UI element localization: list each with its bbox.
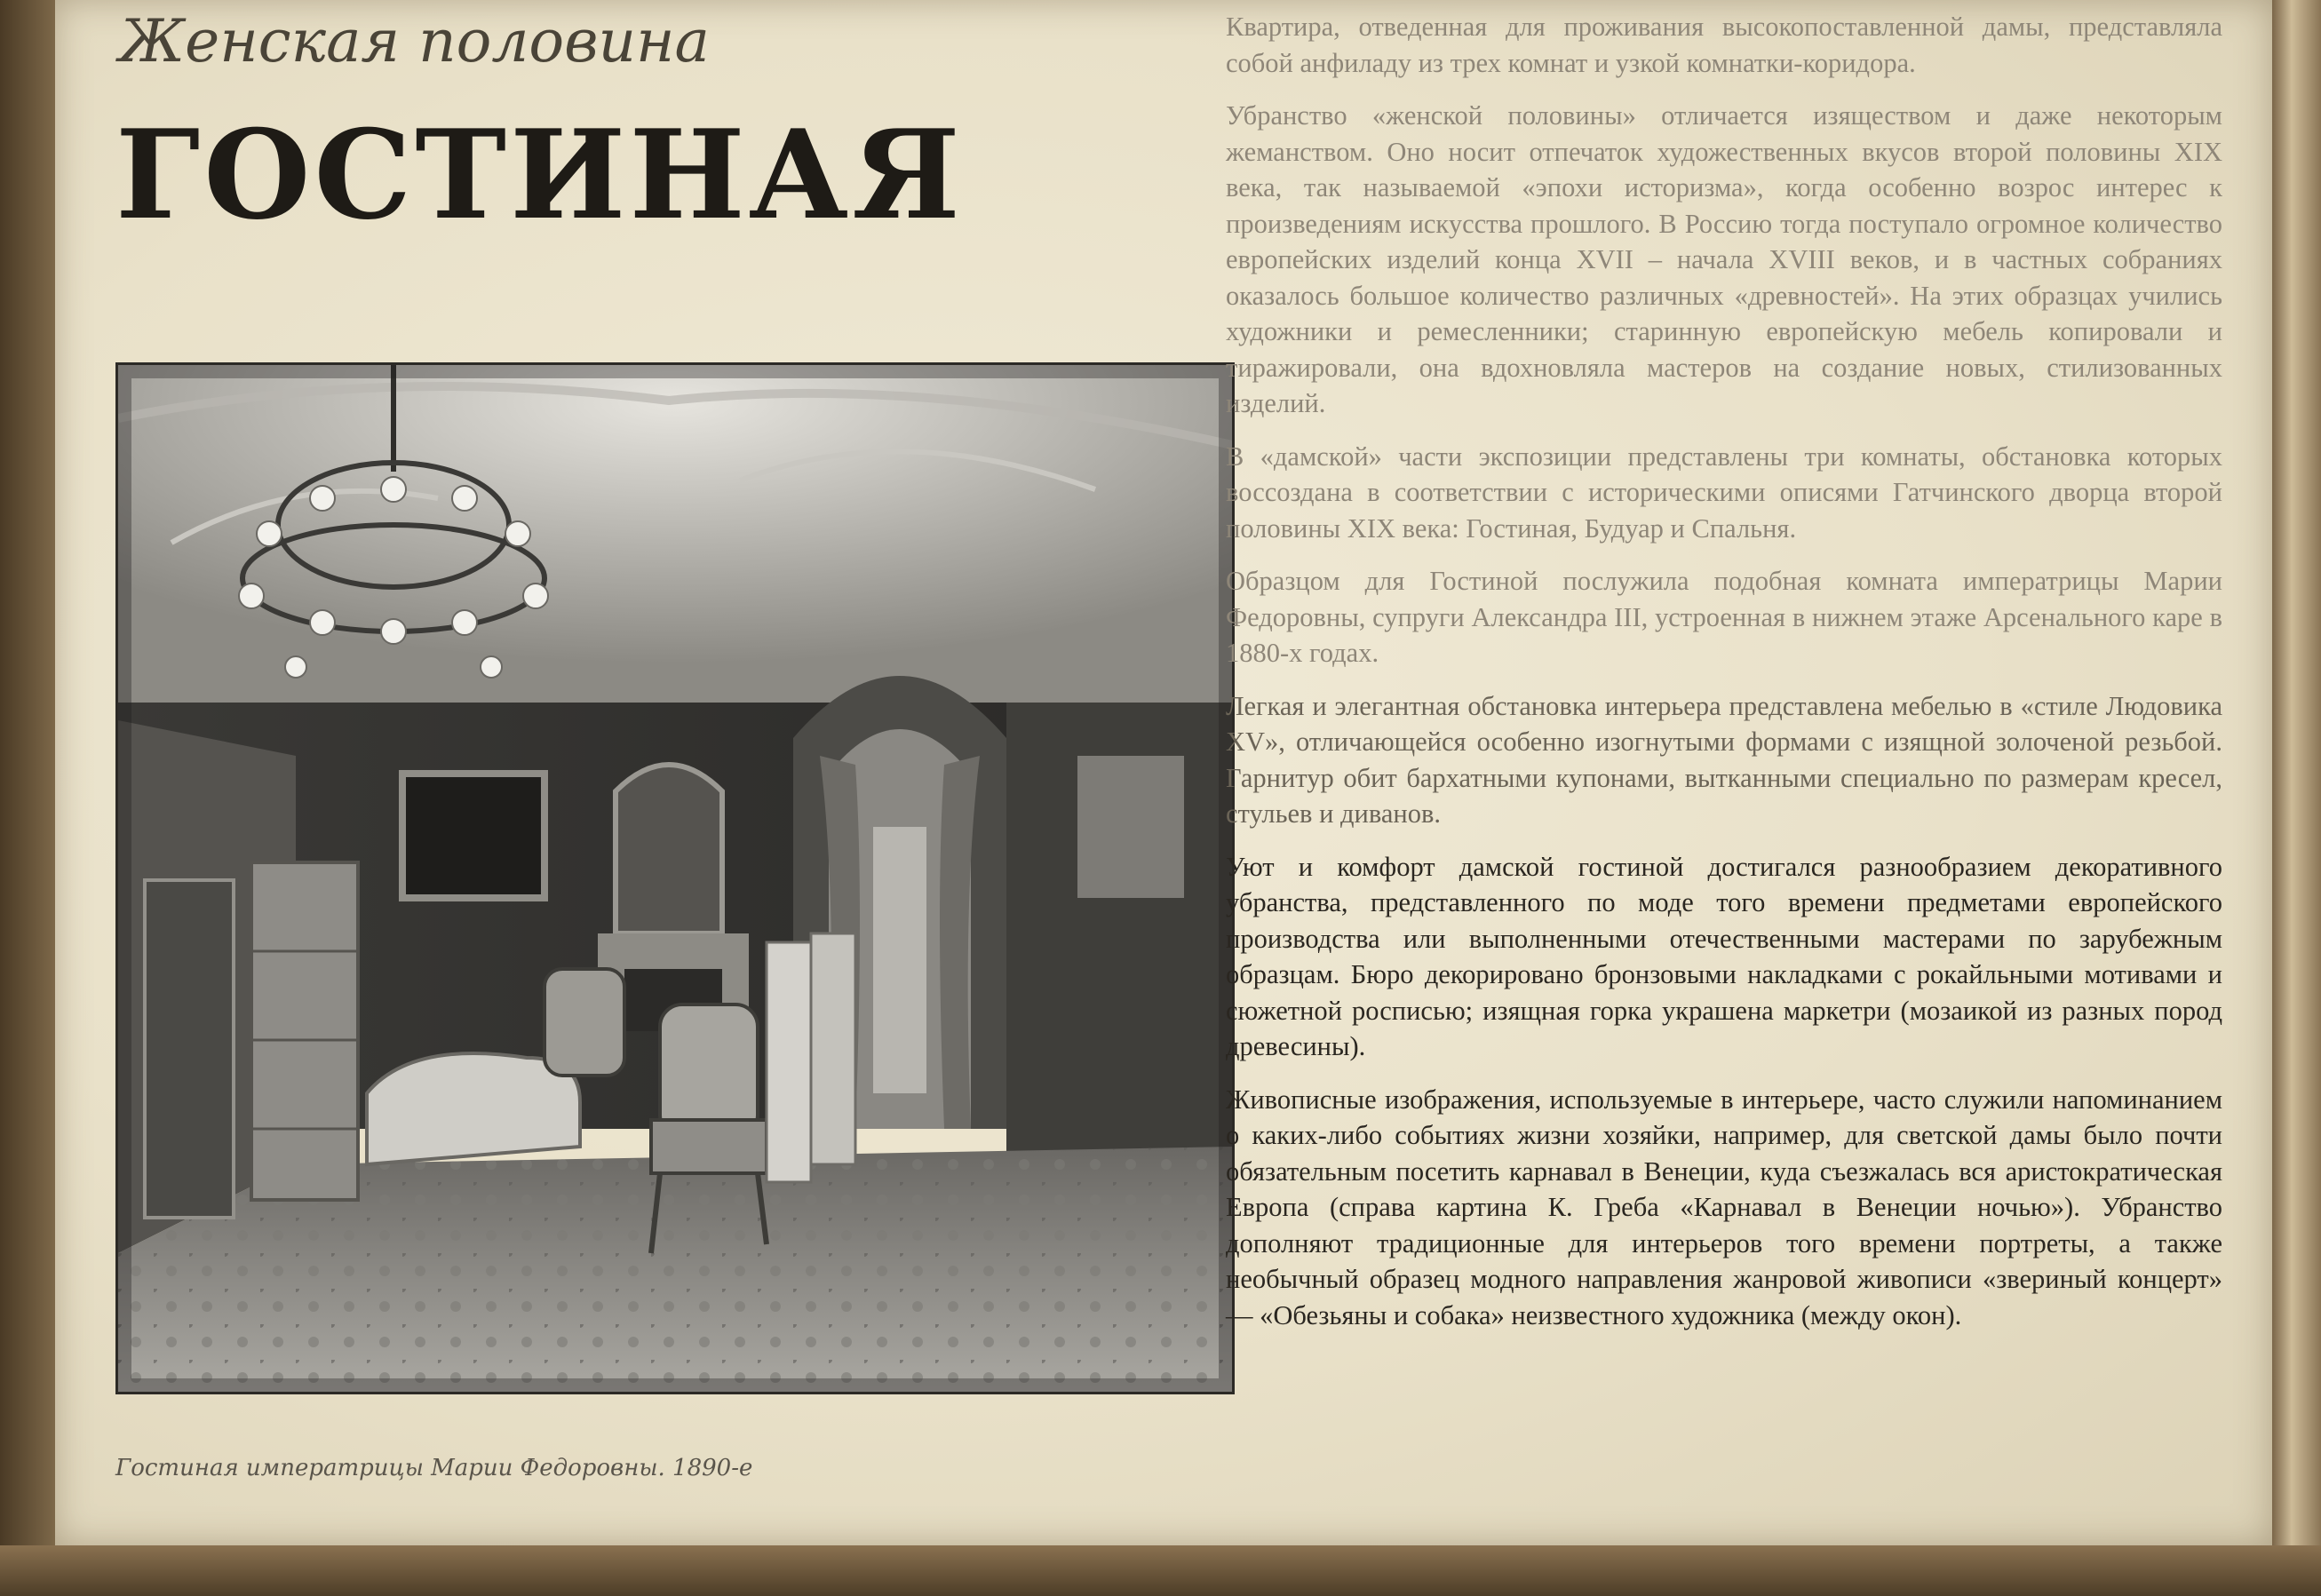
paragraph-furniture: Легкая и элегантная обстановка интерьера представлена мебелью в «стиле Людовика XV», отличающейся особенно изогнутыми формами с изящной золоченой резьбой. Гарнитур обит бархатными купонами, вытканными специально по размерам кресел, стульев и диванов. <box>1226 690 2222 829</box>
frame-right-edge <box>2272 0 2321 1596</box>
paragraph-comfort: Уют и комфорт дамской гостиной достигался разнообразием декоративного убранства, представленного по моде того времени предметами европейского производства или выполненными отечественными мастерами по зарубежным образцам. Бюро декорировано бронзовыми накладками с рокайльными мотивами и сюжетной росписью; изящная горка украшена маркетри (мозаикой из разных пород древесины). <box>1226 851 2222 1061</box>
frame-bottom-edge <box>0 1545 2321 1596</box>
historical-photo <box>115 362 1235 1394</box>
info-panel <box>55 0 2272 1545</box>
text-column <box>1226 9 2222 1350</box>
section-subtitle: Женская половина <box>119 7 710 75</box>
paragraph-rooms: В «дамской» части экспозиции представлены три комнаты, обстановка которых воссоздана в соответствии с историческими описями Гатчинского дворца второй половины XIX века: Гостиная, Будуар и Спальня. <box>1226 441 2222 544</box>
frame-left-edge <box>0 0 55 1596</box>
paragraph-paintings: Живописные изображения, используемые в интерьере, часто служили напоминанием о каких-либо событиях жизни хозяйки, например, для светской дамы было почти обязательным посетить карнавал в Венеции, куда съезжалась вся аристократическая Европа (справа картина К. Греба «Карнавал в Венеции ночью»). Убранство дополняют традиционные для интерьеров того времени портреты, а также необычный образец модного направления жанровой живописи «звериный концерт» — «Обезьяны и собака» неизвестного художника (между окон). <box>1226 1084 2222 1330</box>
photo-caption: Гостиная императрицы Марии Федоровны. 1890-е <box>115 1455 753 1481</box>
page-title: ГОСТИНАЯ <box>115 102 964 247</box>
paragraph-model-room: Образцом для Гостиной послужила подобная комната императрицы Марии Федоровны, супруги Александра III, устроенная в нижнем этаже Арсенального каре в 1880-х годах. <box>1226 566 2222 668</box>
paragraph-decoration: Убранство «женской половины» отличается изяществом и даже некоторым жеманством. Оно носит отпечаток художественных вкусов второй половины XIX века, так называемой «эпохи историзма», когда особенно возрос интерес к произведениям искусства прошлого. В Россию тогда поступало огромное количество европейских изделий конца XVII – начала XVIII веков, и в частных собраниях оказалось большое количество различных «древностей». На этих образцах учились художники и ремесленники; старинную европейскую мебель копировали и тиражировали, она вдохновляла мастеров на создание новых, стилизованных изделий. <box>1226 100 2222 418</box>
paragraph-apartment: Квартира, отведенная для проживания высокопоставленной дамы, представляла собой анфиладу из трех комнат и узкой комнатки-коридора. <box>1226 12 2222 78</box>
